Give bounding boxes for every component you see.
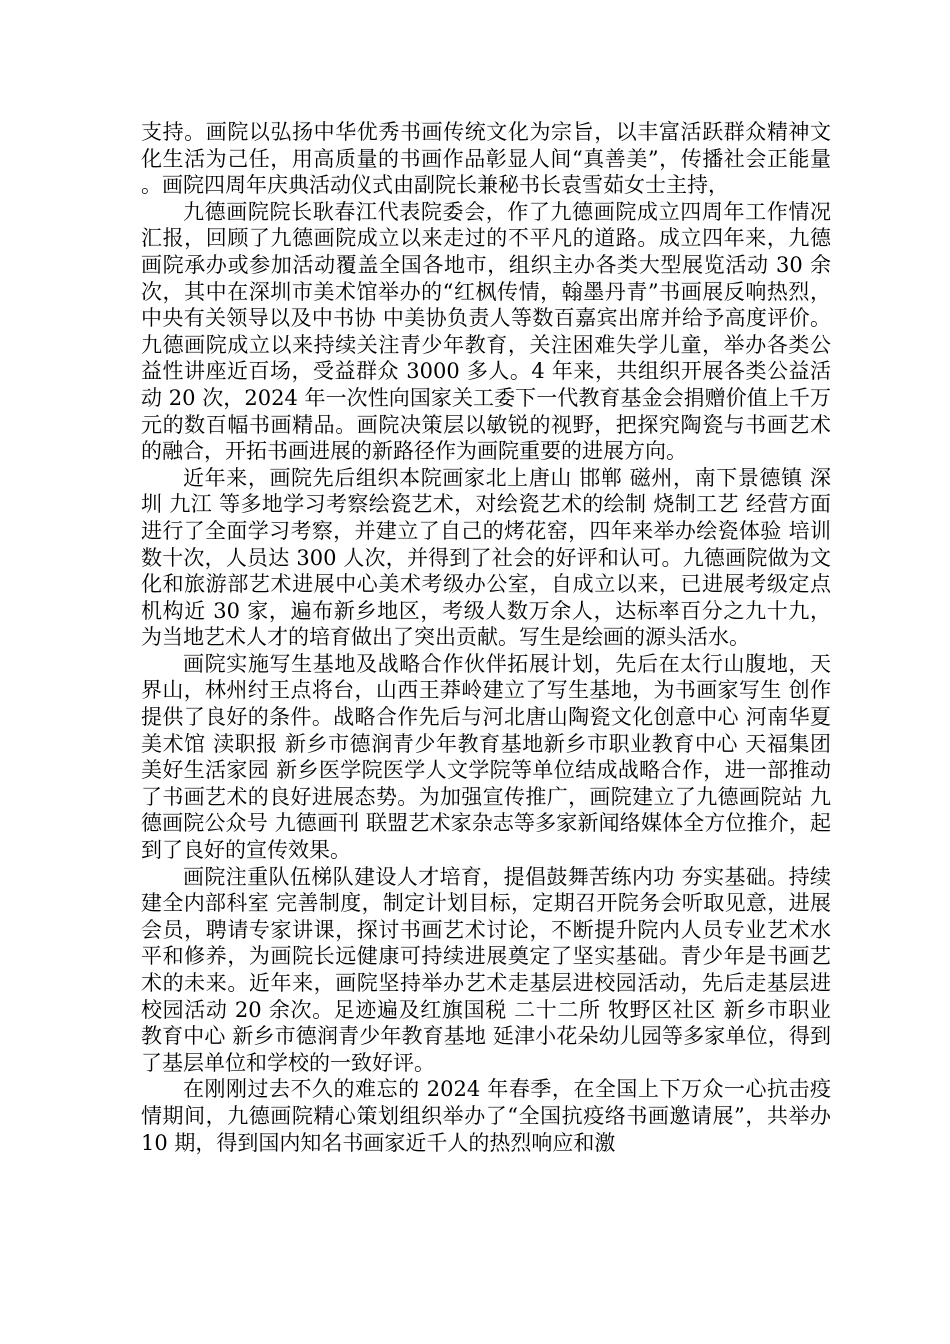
- paragraph-porcelain-art: 近年来，画院先后组织本院画家北上唐山 邯郸 磁州，南下景德镇 深圳 九江 等多地学习考察绘瓷艺术，对绘瓷艺术的绘制 烧制工艺 经营方面进行了全面学习考察，并建立了自己的烤花窑，四年来举办绘瓷体验 培训数十次，人员达 300 人次，并得到了社会的好评和认可。九德画院做为文化和旅游部艺术进展中心美术考级办公室，自成立以来，已进展考级定点机构近 30 家，遍布新乡地区，考级人数万余人，达标率百分之九十九，为当地艺术人才的培育做出了突出贡献。写生是绘画的源头活水。: [141, 465, 831, 650]
- paragraph-sketch-bases: 画院实施写生基地及战略合作伙伴拓展计划，先后在太行山腹地，天界山，林州纣王点将台，山西王莽岭建立了写生基地，为书画家写生 创作提供了良好的条件。战略合作先后与河北唐山陶瓷文化创意中心 河南华夏美术馆 渎职报 新乡市德润青少年教育基地新乡市职业教育中心 天福集团美好生活家园 新乡医学院医学人文学院等单位结成战略合作，进一部推动了书画艺术的良好进展态势。为加强宣传推广，画院建立了九德画院站 九德画院公众号 九德画刊 联盟艺术家杂志等多家新闻络媒体全方位推介，起到了良好的宣传效果。: [141, 651, 831, 863]
- paragraph-work-report: 九德画院院长耿春江代表院委会，作了九德画院成立四周年工作情况汇报，回顾了九德画院成立以来走过的不平凡的道路。成立四年来，九德画院承办或参加活动覆盖全国各地市，组织主办各类大型展览活动 30 余次，其中在深圳市美术馆举办的“红枫传情，翰墨丹青”书画展反响热烈，中央有关领导以及中书协 中美协负责人等数百嘉宾出席并给予高度评价。九德画院成立以来持续关注青少年教育，关注困难失学儿童，举办各类公益性讲座近百场，受益群众 3000 多人。4 年来，共组织开展各类公益活动 20 次，2024 年一次性向国家关工委下一代教育基金会捐赠价值上千万元的数百幅书画精品。画院决策层以敏锐的视野，把探究陶瓷与书画艺术的融合，开拓书画进展的新路径作为画院重要的进展方向。: [141, 199, 831, 464]
- paragraph-continuation: 支持。画院以弘扬中华优秀书画传统文化为宗旨，以丰富活跃群众精神文化生活为己任，用高质量的书画作品彰显人间“真善美”，传播社会正能量。画院四周年庆典活动仪式由副院长兼秘书长袁雪茹女士主持，: [141, 120, 831, 198]
- paragraph-talent-training: 画院注重队伍梯队建设人才培育，提倡鼓舞苦练内功 夯实基础。持续建全内部科室 完善制度，制定计划目标，定期召开院务会听取见意，进展会员，聘请专家讲课，探讨书画艺术讨论，不断提升院内人员专业艺术水平和修养，为画院长远健康可持续进展奠定了坚实基础。青少年是书画艺术的未来。近年来，画院坚持举办艺术走基层进校园活动，先后走基层进校园活动 20 余次。足迹遍及红旗国税 二十二所 牧野区社区 新乡市职业教育中心 新乡市德润青少年教育基地 延津小花朵幼儿园等多家单位，得到了基层单位和学校的一致好评。: [141, 864, 831, 1075]
- document-body: [141, 119, 831, 1156]
- paragraph-online-exhibition: 在刚刚过去不久的难忘的 2024 年春季，在全国上下万众一心抗击疫情期间，九德画院精心策划组织举办了“全国抗疫络书画邀请展”，共举办 10 期，得到国内知名书画家近千人的热烈响应和激: [141, 1077, 831, 1155]
